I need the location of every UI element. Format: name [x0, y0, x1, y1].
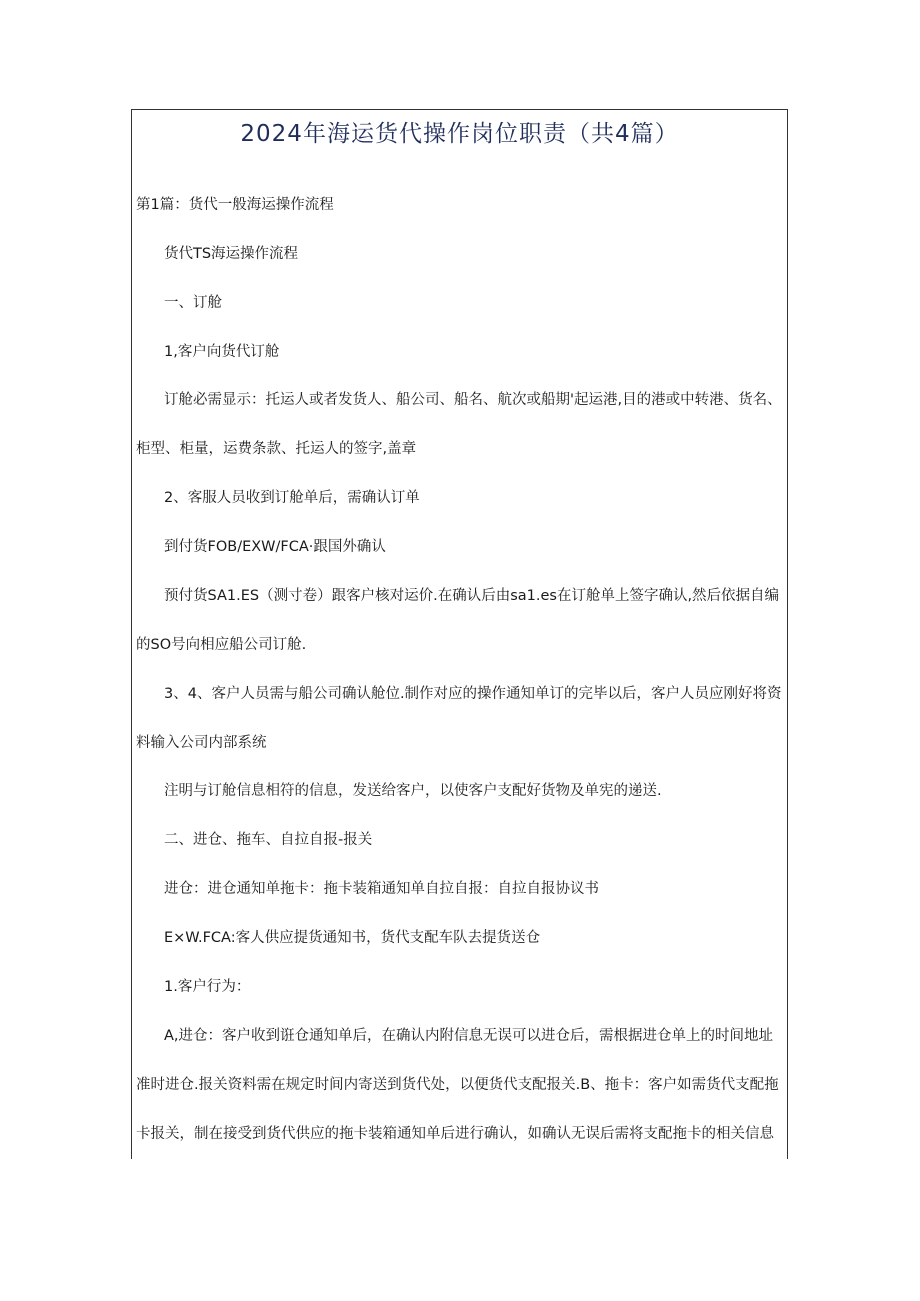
- paragraph-line: 注明与订舱信息相符的信息，发送给客户，以使客户支配好货物及单宪的递送.: [164, 783, 662, 799]
- section-heading-part-1: 第1篇：货代一般海运操作流程: [136, 197, 334, 213]
- paragraph-line: 的SO号向相应船公司订舱.: [136, 637, 307, 653]
- paragraph-line: 订舱必需显示：托运人或者发货人、船公司、船名、航次或船期'起运港,目的港或中转港、货名、: [164, 392, 782, 408]
- page-frame: [131, 109, 788, 1159]
- paragraph-line: 预付货SA1.ES（测寸卷）跟客户核对运价.在确认后由sa1.es在订舱单上签字确认,然后依据自编: [164, 588, 780, 604]
- paragraph-line: 货代TS海运操作流程: [164, 246, 299, 262]
- section-heading-warehouse: 二、进仓、拖车、自拉自报-报关: [164, 832, 373, 848]
- paragraph-line: 卡报关，制在接受到货代供应的拖卡装箱通知单后进行确认，如确认无误后需将支配拖卡的相关信息: [136, 1126, 774, 1142]
- paragraph-line: 1,客户向货代订舱: [164, 344, 280, 360]
- document-title: 2024年海运货代操作岗位职责（共4篇）: [240, 121, 679, 147]
- section-heading-booking: 一、订舱: [164, 295, 222, 311]
- paragraph-line: E×W.FCA:客人供应提货通知书，货代支配车队去提货送仓: [164, 930, 541, 946]
- paragraph-line: A,进仓：客户收到诳仓通知单后，在确认内附信息无误可以进仓后，需根据进仓单上的时间地址: [164, 1028, 774, 1044]
- paragraph-line: 1.客户行为：: [164, 979, 251, 995]
- paragraph-line: 2、客服人员收到订舱单后，需确认订单: [164, 490, 420, 506]
- paragraph-line: 到付货FOB/EXW/FCA·跟国外确认: [164, 539, 386, 555]
- paragraph-line: 3、4、客户人员需与船公司确认舱位.制作对应的操作通知单订的完毕以后，客户人员应刚好将资: [164, 686, 782, 702]
- paragraph-line: 准时进仓.报关资料需在规定时间内寄送到货代处，以便货代支配报关.B、拖卡：客户如需货代支配拖: [136, 1077, 779, 1093]
- paragraph-line: 柜型、柜量，运费条款、托运人的签字,盖章: [136, 441, 417, 457]
- paragraph-line: 料输入公司内部系统: [136, 735, 267, 751]
- paragraph-line: 进仓：进仓通知单拖卡：拖卡装箱通知单自拉自报：自拉自报协议书: [164, 881, 599, 897]
